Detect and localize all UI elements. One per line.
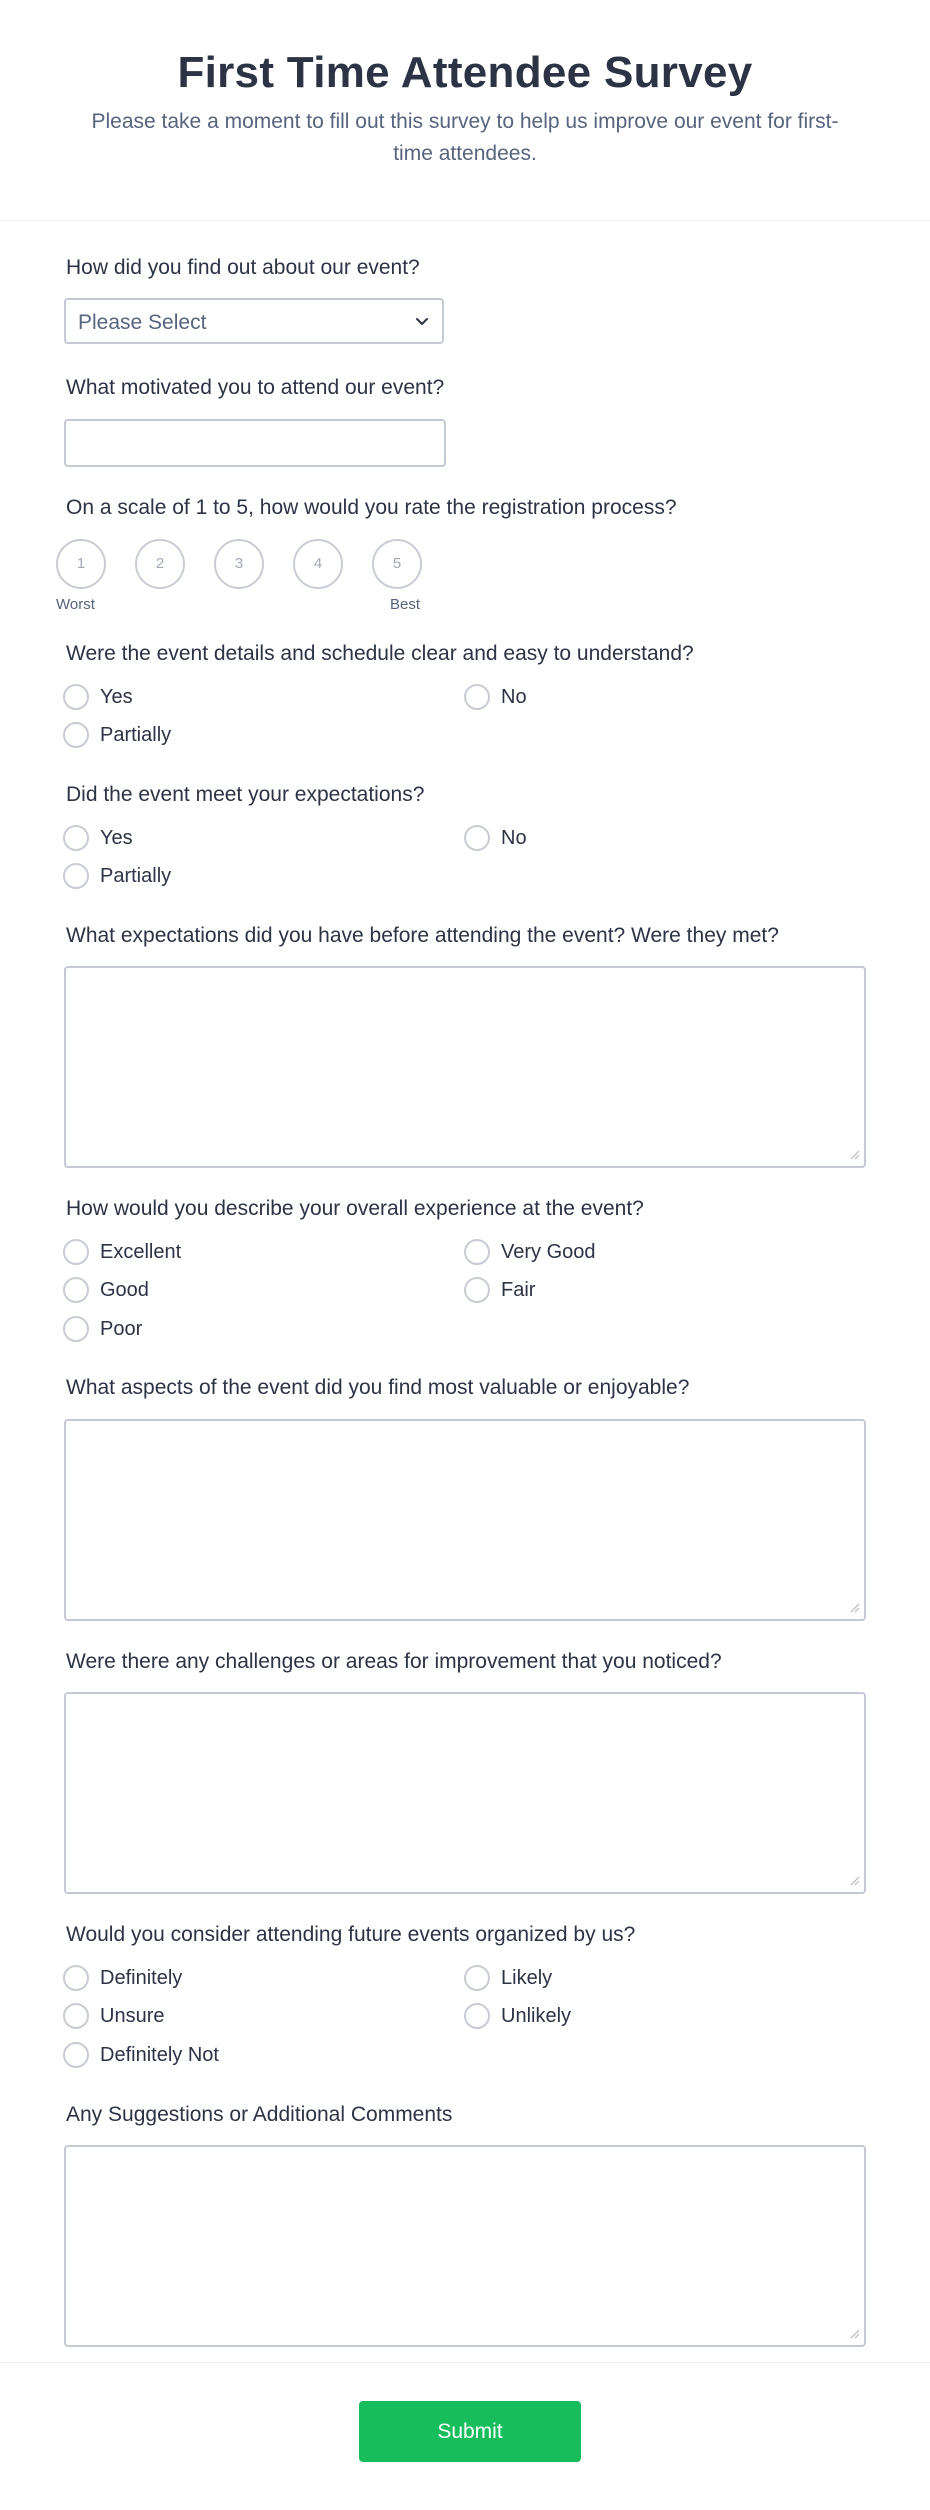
rating-option-1[interactable]: 1 — [56, 539, 106, 589]
radio-circle[interactable] — [464, 1239, 490, 1265]
resize-grip-icon[interactable] — [850, 1603, 860, 1613]
radio-option-label: Poor — [100, 1318, 143, 1340]
question-registration-rating-label: On a scale of 1 to 5, how would you rate the registration process? — [66, 496, 677, 519]
rating-option-3[interactable]: 3 — [214, 539, 264, 589]
radio-option-label: No — [501, 827, 527, 849]
radio-circle[interactable] — [464, 1277, 490, 1303]
radio-option-label: Unlikely — [501, 2005, 572, 2027]
radio-circle[interactable] — [63, 1316, 89, 1342]
submit-button[interactable]: Submit — [359, 2401, 581, 2462]
rating-low-caption: Worst — [56, 596, 95, 613]
radio-option-label: Yes — [100, 686, 133, 708]
question-expectations-met-label: Did the event meet your expectations? — [66, 783, 425, 806]
radio-option-label: Definitely — [100, 1967, 183, 1989]
radio-circle[interactable] — [63, 1277, 89, 1303]
radio-option-label: Excellent — [100, 1241, 182, 1263]
question-prior-expectations-label: What expectations did you have before attending the event? Were they met? — [66, 924, 779, 947]
question-overall-experience-label: How would you describe your overall experience at the event? — [66, 1197, 644, 1220]
question-future-events-label: Would you consider attending future events organized by us? — [66, 1923, 636, 1946]
valuable-aspects-textarea[interactable] — [64, 1419, 866, 1621]
radio-circle[interactable] — [464, 2003, 490, 2029]
challenges-textarea[interactable] — [64, 1692, 866, 1894]
prior-expectations-textarea[interactable] — [64, 966, 866, 1168]
question-details-clarity-label: Were the event details and schedule clear and easy to understand? — [66, 642, 694, 665]
resize-grip-icon[interactable] — [850, 2329, 860, 2339]
radio-circle[interactable] — [63, 2042, 89, 2068]
radio-option-label: Partially — [100, 724, 172, 746]
radio-circle[interactable] — [63, 863, 89, 889]
resize-grip-icon[interactable] — [850, 1150, 860, 1160]
question-motivation-label: What motivated you to attend our event? — [66, 376, 445, 399]
radio-circle[interactable] — [464, 684, 490, 710]
rating-option-4[interactable]: 4 — [293, 539, 343, 589]
radio-circle[interactable] — [464, 825, 490, 851]
page-subtitle: Please take a moment to fill out this survey to help us improve our event for first-time attendees. — [91, 110, 839, 165]
radio-option-label: Yes — [100, 827, 133, 849]
rating-high-caption: Best — [390, 596, 421, 613]
form-header — [0, 0, 930, 221]
question-valuable-aspects-label: What aspects of the event did you find most valuable or enjoyable? — [66, 1376, 690, 1399]
radio-option-label: Fair — [501, 1279, 536, 1301]
radio-option-label: Unsure — [100, 2005, 165, 2027]
resize-grip-icon[interactable] — [850, 1876, 860, 1886]
question-additional-comments-label: Any Suggestions or Additional Comments — [66, 2103, 453, 2126]
source-select[interactable] — [64, 298, 444, 344]
radio-option-label: No — [501, 686, 527, 708]
question-challenges-label: Were there any challenges or areas for improvement that you noticed? — [66, 1650, 722, 1673]
rating-option-2[interactable]: 2 — [135, 539, 185, 589]
radio-option-label: Very Good — [501, 1241, 596, 1263]
additional-comments-textarea[interactable] — [64, 2145, 866, 2347]
radio-circle[interactable] — [63, 2003, 89, 2029]
radio-circle[interactable] — [63, 722, 89, 748]
radio-circle[interactable] — [464, 1965, 490, 1991]
rating-option-5[interactable]: 5 — [372, 539, 422, 589]
radio-circle[interactable] — [63, 1965, 89, 1991]
radio-option-label: Good — [100, 1279, 149, 1301]
radio-option-label: Partially — [100, 865, 172, 887]
page-title: First Time Attendee Survey — [177, 48, 753, 97]
motivation-input[interactable] — [64, 419, 446, 467]
question-source-label: How did you find out about our event? — [66, 256, 420, 279]
radio-circle[interactable] — [63, 684, 89, 710]
radio-circle[interactable] — [63, 825, 89, 851]
chevron-down-icon — [412, 311, 432, 331]
radio-circle[interactable] — [63, 1239, 89, 1265]
source-select-value: Please Select — [78, 311, 207, 334]
radio-option-label: Definitely Not — [100, 2044, 219, 2066]
radio-option-label: Likely — [501, 1967, 553, 1989]
